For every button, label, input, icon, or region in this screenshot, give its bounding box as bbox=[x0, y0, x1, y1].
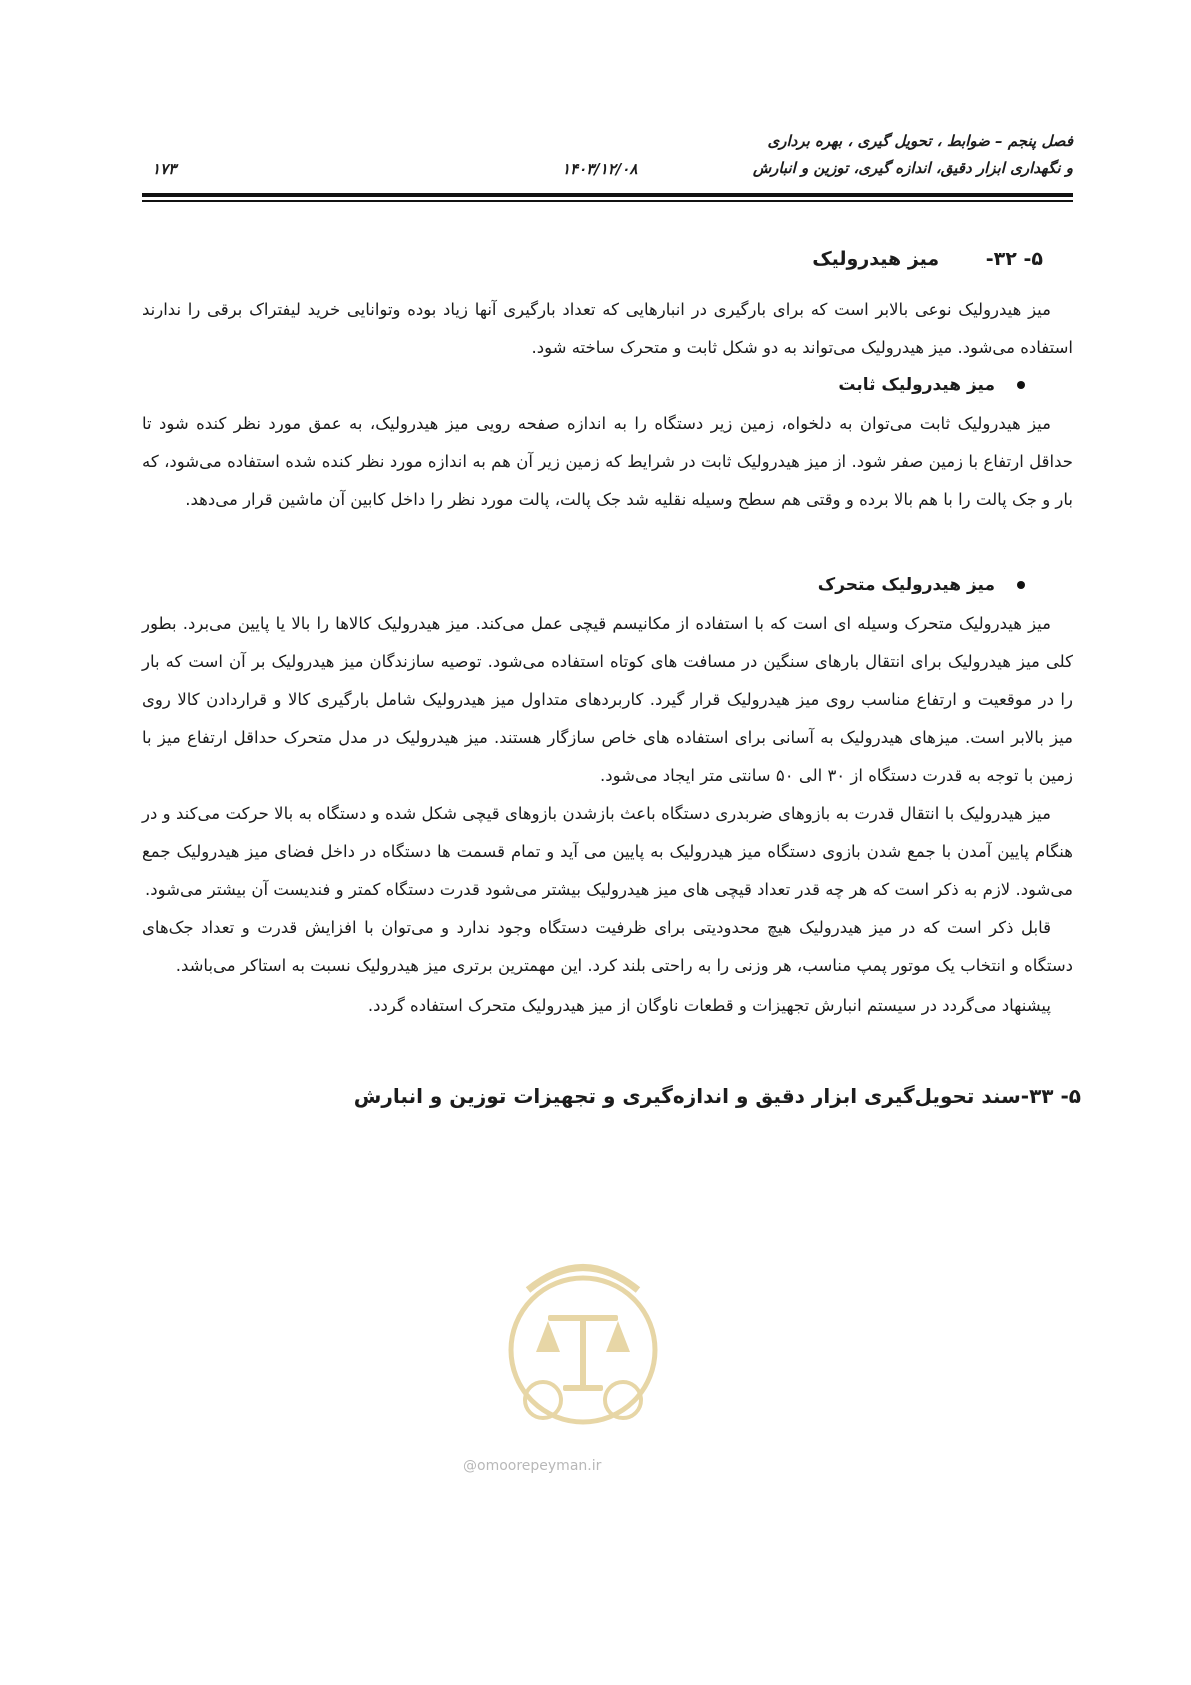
chapter-title-line2: و نگهداری ابزار دقیق، اندازه گیری، توزین و انبارش bbox=[752, 159, 1073, 177]
section-33-title: سند تحویل‌گیری ابزار دقیق و اندازه‌گیری و تجهیزات توزین و انبارش bbox=[353, 1084, 1021, 1108]
bullet-icon bbox=[1017, 381, 1025, 389]
bullet-icon bbox=[1017, 581, 1025, 589]
mobile-table-heading-text: میز هیدرولیک متحرک bbox=[817, 575, 995, 595]
fixed-table-paragraph: میز هیدرولیک ثابت می‌توان به دلخواه، زمین زیر دستگاه را به اندازه صفحه رویی میز هیدرولیک، به عمق مورد نظر کنده شود تا حداقل ارتفاع با زمین صفر شود. از میز هیدرولیک ثابت در شرایط که زمین زیر آن هم به اندازه مورد نظر کنده شده استفاده می‌شود، که بار و جک پالت را با هم بالا برده و وقتی هم سطح وسیله نقلیه شد جک پالت، پالت مورد نظر را داخل کابین آن ماشین قرار می‌دهد. bbox=[142, 414, 1073, 509]
page-header bbox=[142, 128, 1073, 190]
section-32-number: ۵- ۳۲- bbox=[985, 248, 1043, 270]
page-number: ۱۷۳ bbox=[152, 160, 177, 178]
section-33-heading bbox=[142, 1081, 1081, 1111]
mobile-table-paragraph-2: میز هیدرولیک با انتقال قدرت به بازوهای ضربدری دستگاه باعث بازشدن بازوهای قیچی شکل شده و دستگاه به بالا حرکت می‌کند و در هنگام پایین آمدن با جمع شدن بازوی دستگاه میز هیدرولیک به پایین می آید و تمام قسمت ها دستگاه در داخل فضای میز هیدرولیک جمع می‌شود. لازم به ذکر است که هر چه قدر تعداد قیچی های میز هیدرولیک بیشتر می‌شود قدرت دستگاه کمتر و فندیست آن بیشتر می‌شود. bbox=[142, 804, 1073, 899]
page-content bbox=[142, 245, 1081, 1111]
watermark-url: @omoorepeyman.ir bbox=[463, 1458, 602, 1474]
section-32-title: میز هیدرولیک bbox=[812, 248, 940, 270]
section-32-intro: میز هیدرولیک نوعی بالابر است که برای بارگیری در انبارهایی که تعداد بارگیری آنها زیاد بوده وتوانایی خرید لیفتراک برقی را ندارند استفاده می‌شود. میز هیدرولیک می‌تواند به دو شکل ثابت و متحرک ساخته شود. bbox=[142, 300, 1073, 357]
header-date: ۱۴۰۳/۱۲/۰۸ bbox=[562, 160, 638, 178]
watermark-seal-icon bbox=[468, 1240, 698, 1450]
section-33-number: ۵- ۳۳- bbox=[1020, 1084, 1081, 1108]
mobile-table-heading bbox=[142, 569, 1025, 601]
section-32-heading bbox=[142, 245, 1043, 273]
recommendation-paragraph: پیشنهاد می‌گردد در سیستم انبارش تجهیزات و قطعات ناوگان از میز هیدرولیک متحرک استفاده گردد. bbox=[367, 996, 1051, 1015]
chapter-title-line1: فصل پنجم – ضوابط ، تحویل گیری ، بهره برداری bbox=[767, 132, 1073, 150]
mobile-table-paragraph-3: قابل ذکر است که در میز هیدرولیک هیچ محدودیتی برای ظرفیت دستگاه وجود ندارد و می‌توان با افزایش قدرت و تعداد جک‌های دستگاه و انتخاب یک موتور پمپ مناسب، هر وزنی را به راحتی بلند کرد. این مهمترین برتری میز هیدرولیک نسبت به استاکر می‌باشد. bbox=[142, 918, 1073, 975]
mobile-table-paragraph-1: میز هیدرولیک متحرک وسیله ای است که با استفاده از مکانیسم قیچی عمل می‌کند. میز هیدرولیک کالاها را بالا یا پایین می‌برد. بطور کلی میز هیدرولیک برای انتقال بارهای سنگین در مسافت های کوتاه استفاده می‌شود. توصیه سازندگان میز هیدرولیک بر آن است که بار را در موقعیت و ارتفاع مناسب روی میز هیدرولیک قرار گیرد. کاربردهای متداول میز هیدرولیک شامل بارگیری کالا و قراردادن کالا روی میز بالابر است. میزهای هیدرولیک به آسانی برای استفاده های خاص سازگار هستند. میز هیدرولیک در مدل متحرک حداقل ارتفاع میز با زمین با توجه به قدرت دستگاه از ۳۰ الی ۵۰ سانتی متر ایجاد می‌شود. bbox=[142, 614, 1073, 785]
header-divider-thin bbox=[142, 200, 1073, 202]
chapter-title bbox=[693, 128, 1073, 182]
fixed-table-heading bbox=[142, 369, 1025, 401]
header-divider-thick bbox=[142, 193, 1073, 197]
fixed-table-heading-text: میز هیدرولیک ثابت bbox=[838, 375, 995, 395]
